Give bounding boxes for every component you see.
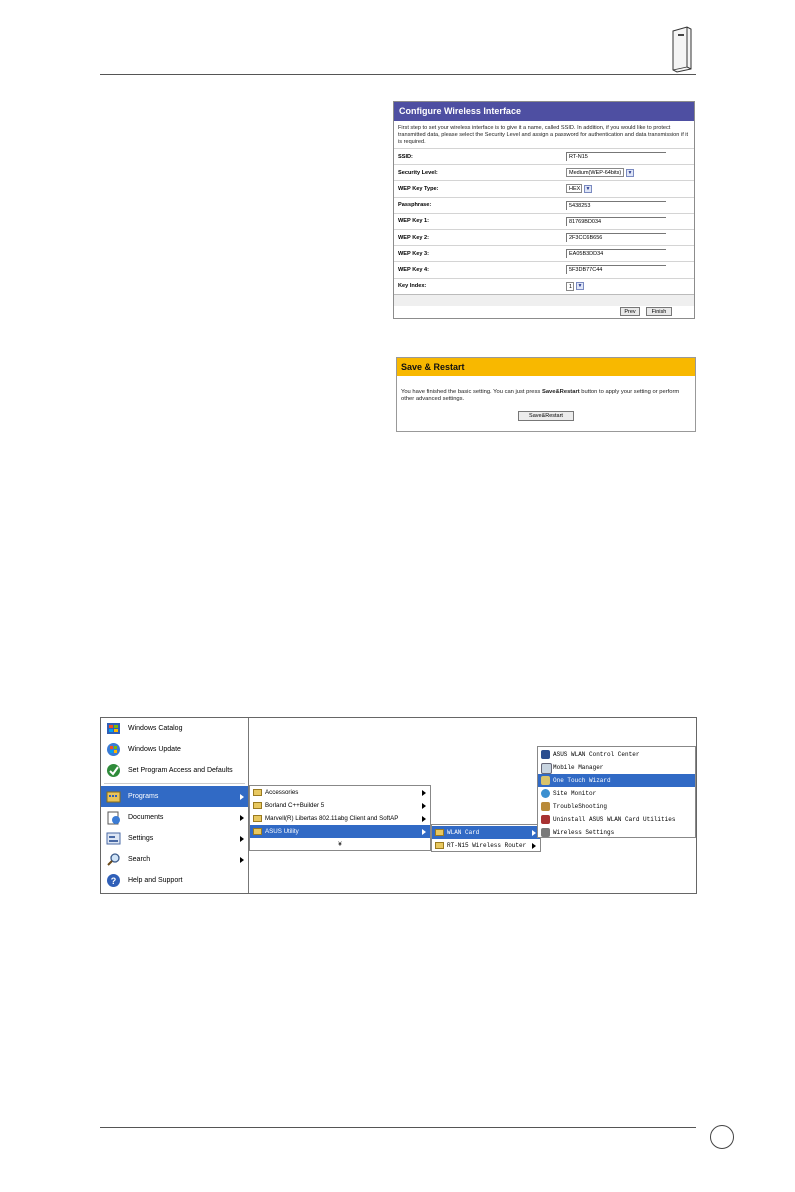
folder-icon bbox=[435, 829, 444, 836]
wep-key-4-row bbox=[394, 262, 694, 278]
uninstall-icon bbox=[541, 815, 550, 824]
wep-key-2-label: WEP Key 2: bbox=[394, 229, 562, 245]
program-item-label: Marvell(R) Libertas 802.11abg Client and SoftAP bbox=[265, 815, 399, 822]
passphrase-input[interactable]: 5438253 bbox=[566, 201, 666, 210]
wireless-settings-table bbox=[394, 148, 694, 294]
program-item-accessories[interactable] bbox=[250, 786, 430, 799]
start-item-label: Programs bbox=[128, 793, 159, 800]
start-item-documents[interactable] bbox=[101, 807, 248, 828]
ssid-label: SSID: bbox=[394, 149, 562, 165]
wlan-item-one-touch-wizard[interactable] bbox=[538, 774, 695, 787]
start-item-windows-catalog[interactable] bbox=[101, 718, 248, 739]
chevron-down-icon[interactable]: ▼ bbox=[627, 169, 633, 176]
start-item-program-access[interactable] bbox=[101, 760, 248, 781]
mobile-manager-icon bbox=[541, 763, 552, 774]
wlan-item-label: TroubleShooting bbox=[553, 803, 608, 810]
folder-icon bbox=[253, 815, 262, 822]
site-monitor-icon bbox=[541, 789, 550, 798]
key-index-label: Key Index: bbox=[394, 278, 562, 294]
wep-key-1-row bbox=[394, 213, 694, 229]
security-level-label: Security Level: bbox=[394, 165, 562, 181]
windows-catalog-icon bbox=[106, 721, 121, 736]
wizard-icon bbox=[541, 776, 550, 785]
start-item-help-support[interactable] bbox=[101, 870, 248, 891]
page-number-circle bbox=[710, 1125, 734, 1149]
message-emphasis: Save&Restart bbox=[541, 389, 580, 395]
wep-key-type-row bbox=[394, 181, 694, 197]
key-index-select[interactable]: 1 bbox=[566, 282, 574, 291]
start-item-label: Set Program Access and Defaults bbox=[128, 767, 233, 774]
submenu-arrow-icon bbox=[532, 843, 536, 849]
wep-key-type-select[interactable]: HEX bbox=[566, 184, 582, 193]
submenu-arrow-icon bbox=[422, 816, 426, 822]
wlan-item-label: Wireless Settings bbox=[553, 829, 615, 836]
asus-item-wlan-card[interactable] bbox=[432, 826, 540, 839]
submenu-arrow-icon bbox=[422, 803, 426, 809]
menu-separator bbox=[104, 783, 245, 784]
submenu-arrow-icon bbox=[422, 829, 426, 835]
wep-key-3-row bbox=[394, 246, 694, 262]
submenu-arrow-icon bbox=[240, 857, 244, 863]
start-menu-screenshot bbox=[100, 717, 697, 894]
nav-button-row bbox=[394, 306, 694, 318]
save-restart-panel bbox=[396, 357, 696, 432]
save-restart-title: Save & Restart bbox=[397, 358, 695, 376]
wlan-item-site-monitor[interactable] bbox=[538, 787, 695, 800]
wlan-item-label: Mobile Manager bbox=[553, 764, 604, 771]
help-icon bbox=[106, 873, 121, 888]
passphrase-row bbox=[394, 197, 694, 213]
security-level-row bbox=[394, 165, 694, 181]
wep-key-type-label: WEP Key Type: bbox=[394, 181, 562, 197]
troubleshooting-icon bbox=[541, 802, 550, 811]
folder-icon bbox=[253, 789, 262, 796]
submenu-arrow-icon bbox=[422, 790, 426, 796]
wep-key-4-label: WEP Key 4: bbox=[394, 262, 562, 278]
security-level-select[interactable]: Medium(WEP-64bits) bbox=[566, 168, 624, 177]
submenu-arrow-icon bbox=[240, 836, 244, 842]
submenu-arrow-icon bbox=[240, 794, 244, 800]
key-index-row bbox=[394, 278, 694, 294]
start-item-label: Search bbox=[128, 856, 151, 863]
ssid-input[interactable]: RT-N15 bbox=[566, 152, 666, 161]
folder-icon bbox=[253, 802, 262, 809]
svg-text:?: ? bbox=[110, 876, 117, 886]
program-item-asus-utility[interactable] bbox=[250, 825, 430, 838]
prev-button[interactable]: Prev bbox=[620, 307, 640, 316]
message-part: button to apply your setting or perform other advanced settings. bbox=[401, 389, 680, 402]
windows-update-icon bbox=[106, 742, 121, 757]
wlan-item-label: Site Monitor bbox=[553, 790, 597, 797]
wlan-item-wireless-settings[interactable] bbox=[538, 826, 695, 839]
start-item-label: Windows Update bbox=[128, 746, 181, 753]
ssid-row bbox=[394, 149, 694, 165]
message-part: You have finished the basic setting. You can just press bbox=[401, 389, 542, 395]
wlan-item-label: Uninstall ASUS WLAN Card Utilities bbox=[553, 816, 676, 823]
wlan-item-troubleshooting[interactable] bbox=[538, 800, 695, 813]
wireless-config-panel bbox=[393, 101, 695, 319]
chevron-down-icon[interactable]: ▼ bbox=[585, 185, 591, 192]
program-item-borland[interactable] bbox=[250, 799, 430, 812]
start-item-label: Help and Support bbox=[128, 877, 183, 884]
wep-key-4-input[interactable]: 5F3DB77C44 bbox=[566, 265, 666, 274]
wep-key-3-label: WEP Key 3: bbox=[394, 246, 562, 262]
control-center-icon bbox=[541, 750, 550, 759]
program-item-label: Borland C++Builder 5 bbox=[265, 802, 325, 809]
program-item-label: Accessories bbox=[265, 789, 299, 796]
button-bar bbox=[394, 294, 694, 306]
wlan-item-label: One Touch Wizard bbox=[553, 777, 611, 784]
wireless-intro-text: First step to set your wireless interface is to give it a name, called SSID. In addition, if you would like to protect transmitted data, please select the Security Level and assign a password for authentication and data transmission if it is required. bbox=[398, 125, 689, 145]
start-item-label: Documents bbox=[128, 814, 164, 821]
programs-icon bbox=[106, 789, 121, 804]
wep-key-1-label: WEP Key 1: bbox=[394, 213, 562, 229]
wireless-settings-icon bbox=[541, 828, 550, 837]
wep-key-2-input[interactable]: 2F3CC6B656 bbox=[566, 233, 666, 242]
program-item-label: ASUS Utility bbox=[265, 828, 299, 835]
wlan-item-uninstall[interactable] bbox=[538, 813, 695, 826]
program-access-icon bbox=[106, 763, 121, 778]
documents-icon bbox=[106, 810, 121, 825]
asus-utility-submenu bbox=[431, 824, 541, 852]
wep-key-3-input[interactable]: EA05B3DD34 bbox=[566, 249, 666, 258]
wlan-item-control-center[interactable] bbox=[538, 748, 695, 761]
footer-rule bbox=[100, 1127, 696, 1128]
chevron-down-icon[interactable]: ▼ bbox=[577, 283, 583, 290]
wireless-panel-title: Configure Wireless Interface bbox=[394, 102, 694, 121]
programs-submenu bbox=[249, 785, 431, 851]
start-item-label: Windows Catalog bbox=[128, 725, 183, 732]
wep-key-1-input[interactable]: 81769BD034 bbox=[566, 217, 666, 226]
start-item-label: Settings bbox=[128, 835, 154, 842]
wep-key-2-row bbox=[394, 229, 694, 245]
asus-item-label: WLAN Card bbox=[447, 829, 480, 836]
save-restart-button[interactable]: Save&Restart bbox=[518, 411, 574, 421]
folder-icon bbox=[253, 828, 262, 835]
program-item-marvell[interactable] bbox=[250, 812, 430, 825]
submenu-arrow-icon bbox=[532, 830, 536, 836]
start-item-windows-update[interactable] bbox=[101, 739, 248, 760]
search-icon bbox=[106, 852, 121, 867]
programs-expand-chevron[interactable]: ¥ bbox=[338, 841, 342, 848]
passphrase-label: Passphrase: bbox=[394, 197, 562, 213]
start-item-search[interactable] bbox=[101, 849, 248, 870]
finish-button[interactable]: Finish bbox=[646, 307, 672, 316]
wlan-item-label: ASUS WLAN Control Center bbox=[553, 751, 640, 758]
asus-item-rt-n15[interactable] bbox=[432, 839, 540, 852]
save-restart-message bbox=[397, 376, 695, 403]
folder-icon bbox=[435, 842, 444, 849]
header-rule bbox=[100, 74, 696, 75]
start-item-programs[interactable] bbox=[101, 786, 248, 807]
start-menu-left-column bbox=[101, 718, 249, 893]
wlan-item-mobile-manager[interactable] bbox=[538, 761, 695, 774]
router-icon bbox=[670, 25, 694, 73]
asus-item-label: RT-N15 Wireless Router bbox=[447, 842, 527, 849]
settings-icon bbox=[106, 831, 121, 846]
submenu-arrow-icon bbox=[240, 815, 244, 821]
start-item-settings[interactable] bbox=[101, 828, 248, 849]
wlan-card-submenu bbox=[537, 746, 696, 838]
